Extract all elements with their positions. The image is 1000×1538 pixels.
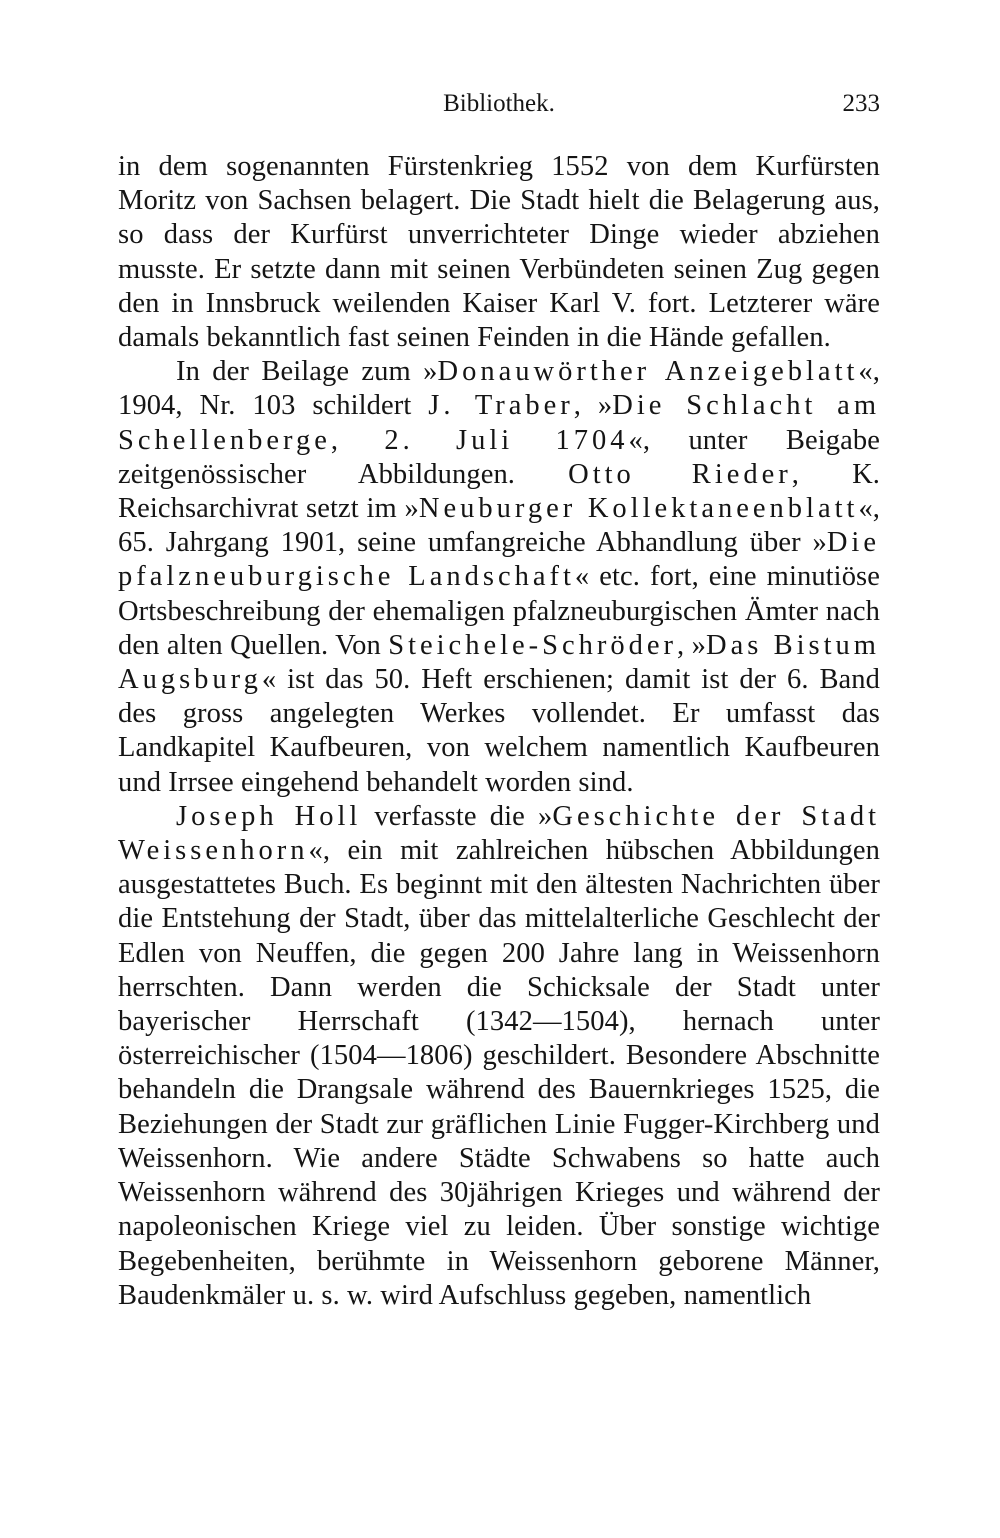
emphasized-text: Steichele-Schröder	[388, 629, 678, 661]
emphasized-text: J. Traber	[428, 390, 574, 422]
text-run: «, 1904, Nr. 103 schildert	[118, 356, 880, 422]
emphasized-text: Neuburger Kollektaneenblatt	[418, 493, 859, 525]
text-run: «, 65. Jahrgang 1901, seine umfangreiche Abhandlung über »	[118, 493, 881, 559]
emphasized-text: Joseph Holl	[176, 800, 362, 832]
running-title: Bibliothek.	[443, 90, 555, 117]
page-number: 233	[842, 90, 880, 117]
paragraph-2	[118, 355, 880, 800]
text-run: In der Beilage zum »	[176, 356, 438, 388]
text-run: «, ein mit zahlreichen hübschen Abbildungen ausgestattetes Buch. Es beginnt mit den ältesten Nachrichten über die Entstehung der Stadt, über das mittelalterliche Geschlecht der Edlen von Neuffen, die gegen 200 Jahre lang in Weissenhorn herrschten. Dann werden die Schicksale der Stadt unter bayerischer Herrschaft (1342—1504), hernach unter österreichischer (1504—1806) geschildert. Besondere Abschnitte behandeln die Drangsale während des Bauernkrieges 1525, die Beziehungen der Stadt zur gräflichen Linie Fugger-Kirchberg und Weissenhorn. Wie andere Städte Schwabens so hatte auch Weissenhorn während des 30jährigen Krieges und während der napoleonischen Kriege viel zu leiden. Über sonstige wichtige Begebenheiten, berühmte in Weissenhorn geborene Männer, Baudenkmäler u. s. w. wird Aufschluss gegeben, namentlich	[118, 835, 880, 1311]
text-run: « ist das 50. Heft erschienen; damit ist der 6. Band des gross angelegten Werkes vollendet. Er umfasst das Landkapitel Kaufbeuren, von welchem namentlich Kaufbeuren und Irrsee eingehend behandelt worden sind.	[118, 664, 880, 798]
emphasized-text: Das Bistum Augsburg	[118, 629, 880, 696]
text-run: in dem sogenannten Fürstenkrieg 1552 von dem Kurfürsten Moritz von Sachsen belagert. Die Stadt hielt die Belagerung aus, so dass der Kurfürst unverrichteter Dinge wieder abziehen musste. Er setzte dann mit seinen Verbündeten seinen Zug gegen den in Innsbruck weilenden Kaiser Karl V. fort. Letzterer wäre damals bekanntlich fast seinen Feinden in die Hände gefallen.	[118, 151, 880, 354]
paragraph-3	[118, 800, 880, 1313]
emphasized-text: Donauwörther Anzeigeblatt	[437, 356, 859, 388]
emphasized-text: Die Schlacht am Schellenberge, 2. Juli 1704	[118, 390, 880, 456]
text-run: « etc. fort, eine minutiöse Ortsbeschreibung der ehemaligen pfalzneuburgischen Ämter nach den alten Quellen. Von	[118, 561, 880, 661]
paragraph-1	[118, 150, 880, 355]
text-run: , K. Reichsarchivrat setzt im »	[118, 458, 881, 525]
emphasized-text: Die pfalzneuburgische Landschaft	[118, 527, 880, 593]
body-text	[118, 150, 880, 1313]
emphasized-text: Otto Rieder	[568, 458, 792, 490]
text-run: , »	[677, 629, 707, 661]
text-run: «, unter Beigabe zeitgenössischer Abbildungen.	[118, 424, 880, 490]
emphasized-text: Geschichte der Stadt Weissenhorn	[118, 800, 881, 867]
page-header	[118, 90, 880, 124]
text-run: , »	[573, 390, 613, 422]
text-run: verfasste die »	[361, 800, 553, 832]
